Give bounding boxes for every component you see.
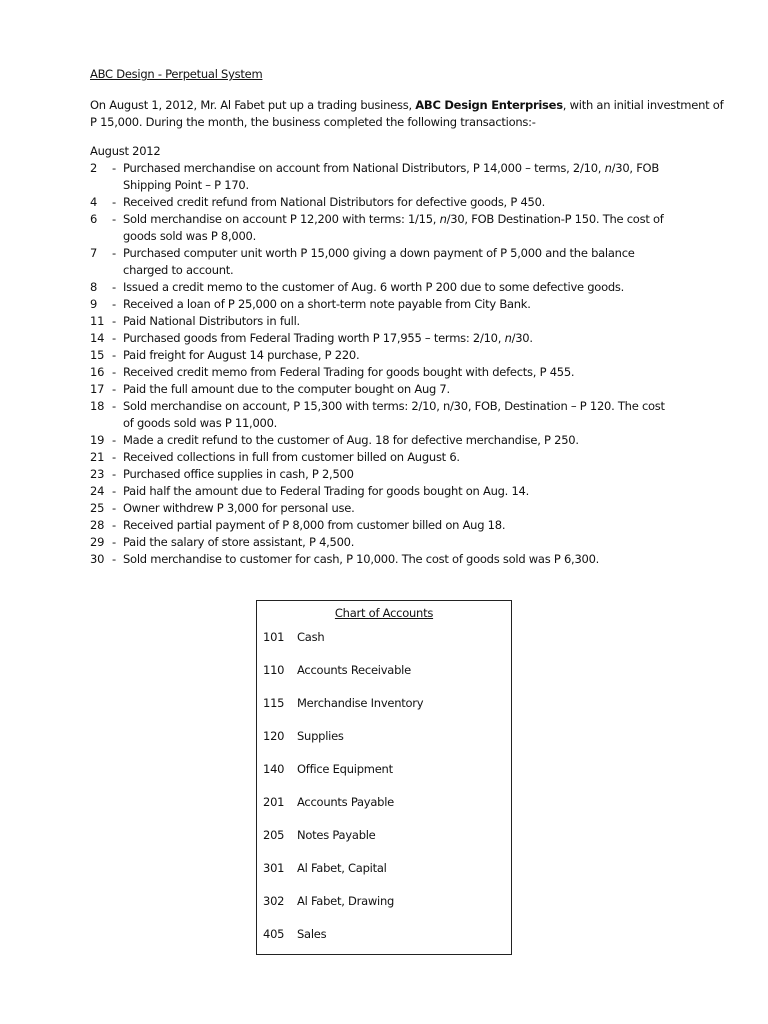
intro-text-start: On August 1, 2012, Mr. Al Fabet put up a trading business, [90,98,416,112]
account-number: 301 [263,861,285,875]
transaction-text [123,347,730,364]
transaction-item [90,245,730,279]
transaction-item [90,330,730,347]
account-row [263,662,503,679]
transaction-day: 30 [90,552,105,566]
account-number: 205 [263,828,285,842]
transaction-dash: - [112,535,116,549]
transaction-text [123,449,730,466]
transaction-dash: - [112,484,116,498]
document-body [90,66,730,568]
transaction-day: 24 [90,484,105,498]
account-name: Accounts Payable [297,795,394,809]
month-label: August 2012 [90,144,161,158]
transaction-text [123,517,730,534]
account-row [263,827,503,844]
document-title: ABC Design - Perpetual System [90,67,263,81]
transaction-day: 14 [90,331,105,345]
transaction-day: 2 [90,161,98,175]
transaction-day: 18 [90,399,105,413]
transaction-line: Received credit memo from Federal Trading for goods bought with defects, P 455. [123,365,575,379]
transaction-text [123,466,730,483]
transaction-text [123,381,730,398]
transaction-line: Sold merchandise on account, P 15,300 with terms: 2/10, n/30, FOB, Destination – P 120. The cost [123,399,665,413]
transaction-line: Purchased computer unit worth P 15,000 giving a down payment of P 5,000 and the balance [123,246,635,260]
transaction-text [123,483,730,500]
transaction-dash: - [112,280,116,294]
transaction-text [123,398,730,432]
transaction-day: 29 [90,535,105,549]
account-name: Office Equipment [297,762,393,776]
account-row [263,695,503,712]
transaction-item [90,432,730,449]
transaction-dash: - [112,314,116,328]
transaction-text [123,313,730,330]
transaction-dash: - [112,212,116,226]
transaction-line: Paid the salary of store assistant, P 4,500. [123,535,355,549]
transaction-item [90,364,730,381]
transaction-line: Received credit refund from National Distributors for defective goods, P 450. [123,195,546,209]
transaction-day: 6 [90,212,98,226]
transaction-line: Paid half the amount due to Federal Trading for goods bought on Aug. 14. [123,484,530,498]
account-row [263,761,503,778]
transaction-text [123,211,730,245]
account-name: Merchandise Inventory [297,696,424,710]
account-name: Supplies [297,729,344,743]
transaction-line: Purchased office supplies in cash, P 2,500 [123,467,354,481]
transaction-item [90,296,730,313]
transaction-list [90,160,730,568]
transaction-line: Purchased merchandise on account from National Distributors, P 14,000 – terms, 2/10, n/30, FOB [123,161,659,175]
transaction-dash: - [112,467,116,481]
transaction-day: 17 [90,382,105,396]
transaction-text [123,279,730,296]
account-number: 201 [263,795,285,809]
transaction-text [123,534,730,551]
transaction-text [123,245,730,279]
transaction-item [90,381,730,398]
account-number: 101 [263,630,285,644]
transaction-text [123,500,730,517]
transaction-item [90,279,730,296]
transaction-line: Shipping Point – P 170. [123,178,249,192]
transaction-item [90,483,730,500]
transaction-line: Made a credit refund to the customer of Aug. 18 for defective merchandise, P 250. [123,433,579,447]
transaction-item [90,347,730,364]
transaction-line: charged to account. [123,263,234,277]
transaction-line: of goods sold was P 11,000. [123,416,278,430]
chart-of-accounts-title: Chart of Accounts [334,606,434,620]
transaction-item [90,194,730,211]
transaction-line: Paid the full amount due to the computer bought on Aug 7. [123,382,450,396]
transaction-line: Purchased goods from Federal Trading worth P 17,955 – terms: 2/10, n/30. [123,331,533,345]
transaction-text [123,296,730,313]
transaction-text [123,330,730,347]
transaction-item [90,398,730,432]
transaction-dash: - [112,382,116,396]
transaction-day: 11 [90,314,105,328]
transaction-dash: - [112,246,116,260]
transaction-text [123,194,730,211]
transaction-text [123,160,730,194]
transaction-line: Sold merchandise to customer for cash, P 10,000. The cost of goods sold was P 6,300. [123,552,600,566]
transaction-day: 9 [90,297,98,311]
transaction-line: Received partial payment of P 8,000 from customer billed on Aug 18. [123,518,506,532]
account-row [263,728,503,745]
transaction-item [90,466,730,483]
transaction-dash: - [112,552,116,566]
transaction-day: 4 [90,195,98,209]
account-name: Accounts Receivable [297,663,411,677]
transaction-day: 8 [90,280,98,294]
transaction-dash: - [112,501,116,515]
transaction-day: 19 [90,433,105,447]
transaction-item [90,313,730,330]
account-number: 140 [263,762,285,776]
transaction-item [90,160,730,194]
transaction-text [123,551,730,568]
transaction-line: Sold merchandise on account P 12,200 with terms: 1/15, n/30, FOB Destination-P 150. The cost of [123,212,664,226]
account-row [263,794,503,811]
transaction-day: 23 [90,467,105,481]
transaction-text [123,432,730,449]
transaction-dash: - [112,331,116,345]
transaction-line: Received a loan of P 25,000 on a short-term note payable from City Bank. [123,297,531,311]
transaction-dash: - [112,433,116,447]
account-name: Sales [297,927,327,941]
chart-of-accounts-box [256,600,512,955]
account-row [263,629,503,646]
account-name: Cash [297,630,325,644]
transaction-item [90,449,730,466]
transaction-line: Owner withdrew P 3,000 for personal use. [123,501,355,515]
transaction-dash: - [112,161,116,175]
transaction-dash: - [112,518,116,532]
account-row [263,893,503,910]
transaction-line: Paid freight for August 14 purchase, P 220. [123,348,360,362]
transaction-item [90,211,730,245]
intro-paragraph [90,97,730,131]
transaction-item [90,500,730,517]
account-number: 405 [263,927,285,941]
transaction-day: 7 [90,246,98,260]
transaction-line: goods sold was P 8,000. [123,229,257,243]
account-name: Notes Payable [297,828,376,842]
account-row [263,926,503,943]
transaction-line: Paid National Distributors in full. [123,314,300,328]
account-number: 302 [263,894,285,908]
account-row [263,860,503,877]
transaction-dash: - [112,195,116,209]
business-name: ABC Design Enterprises [415,98,563,112]
transaction-dash: - [112,297,116,311]
transaction-item [90,517,730,534]
account-number: 110 [263,663,285,677]
transaction-line: Received collections in full from customer billed on August 6. [123,450,460,464]
transaction-text [123,364,730,381]
transaction-dash: - [112,365,116,379]
transaction-dash: - [112,450,116,464]
account-name: Al Fabet, Drawing [297,894,395,908]
transaction-line: Issued a credit memo to the customer of Aug. 6 worth P 200 due to some defective goods. [123,280,625,294]
transaction-item [90,534,730,551]
transaction-day: 16 [90,365,105,379]
intro-text-end: , with an initial investment of P 15,000. During the month, the business completed the following transactions:- [90,98,724,129]
transaction-day: 28 [90,518,105,532]
account-number: 115 [263,696,285,710]
transaction-day: 25 [90,501,105,515]
account-number: 120 [263,729,285,743]
transaction-day: 15 [90,348,105,362]
transaction-dash: - [112,399,116,413]
transaction-item [90,551,730,568]
account-name: Al Fabet, Capital [297,861,387,875]
transaction-dash: - [112,348,116,362]
transaction-day: 21 [90,450,105,464]
